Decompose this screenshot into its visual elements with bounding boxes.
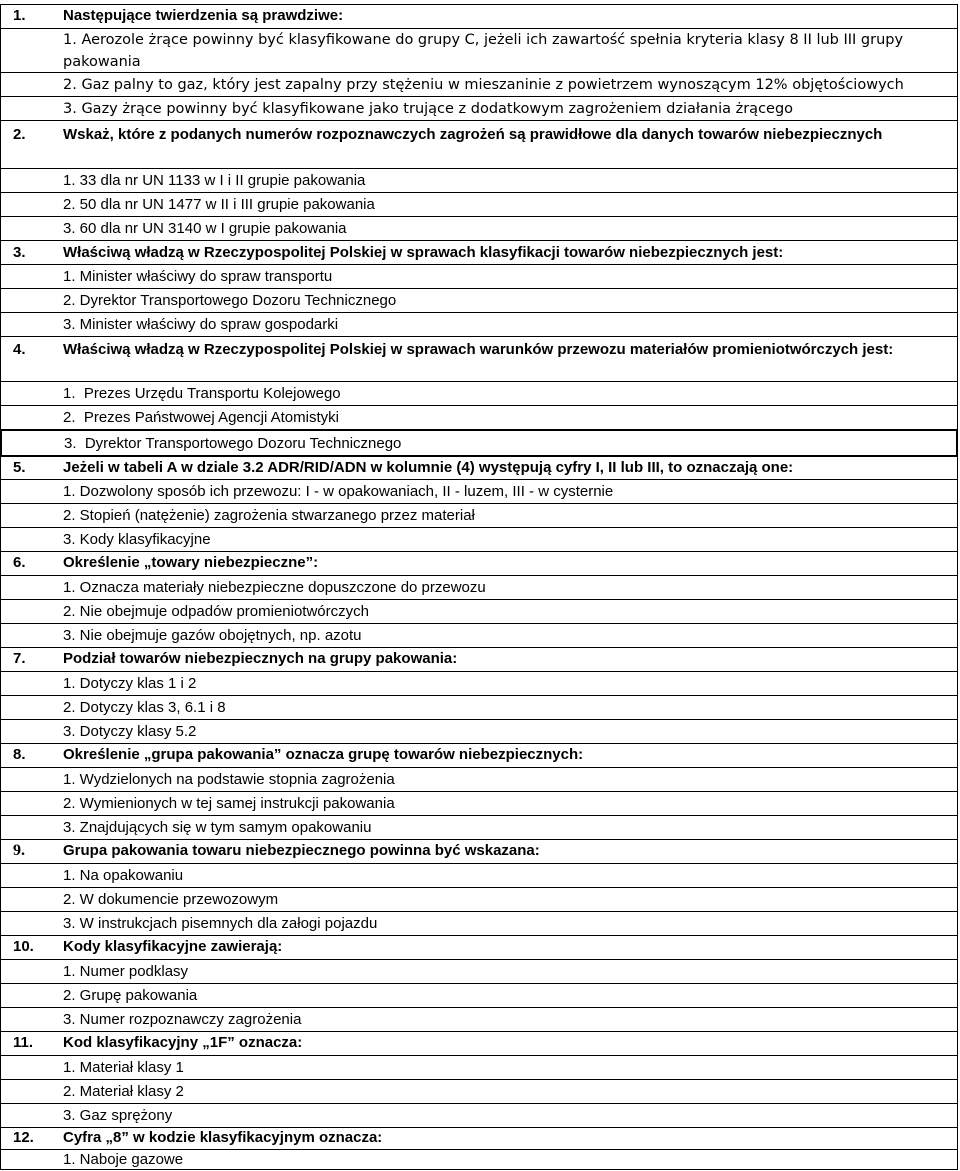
answer-row bbox=[0, 671, 958, 695]
question-number: 9. bbox=[13, 842, 25, 859]
answer-row bbox=[0, 623, 958, 647]
answer-row bbox=[0, 983, 958, 1007]
answer-text: 3. Gazy żrące powinny być klasyfikowane jako trujące z dodatkowym zagrożeniem działania żrącego bbox=[63, 101, 794, 117]
answer-row bbox=[0, 791, 958, 815]
question-row bbox=[0, 743, 958, 767]
answer-row bbox=[0, 863, 958, 887]
answer-text: 1. Materiał klasy 1 bbox=[63, 1059, 184, 1076]
answer-text: 2. Grupę pakowania bbox=[63, 987, 198, 1004]
question-number: 5. bbox=[13, 459, 26, 476]
question-text: Wskaż, które z podanych numerów rozpoznawczych zagrożeń są prawidłowe dla danych towarów niebezpiecznych bbox=[63, 126, 883, 143]
question-number: 3. bbox=[13, 244, 26, 261]
answer-row bbox=[0, 1079, 958, 1103]
answer-text: 2. 50 dla nr UN 1477 w II i III grupie pakowania bbox=[63, 196, 375, 213]
answer-row bbox=[0, 1055, 958, 1079]
answer-text: 3. Numer rozpoznawczy zagrożenia bbox=[63, 1011, 302, 1028]
question-text: Podział towarów niebezpiecznych na grupy pakowania: bbox=[63, 650, 458, 667]
question-number: 11. bbox=[13, 1034, 34, 1051]
answer-row bbox=[0, 599, 958, 623]
question-number: 10. bbox=[13, 938, 34, 955]
question-row bbox=[0, 120, 958, 168]
answer-row bbox=[0, 719, 958, 743]
answer-text: 1. 33 dla nr UN 1133 w I i II grupie pakowania bbox=[63, 172, 366, 189]
answer-row bbox=[0, 767, 958, 791]
answer-row bbox=[0, 264, 958, 288]
answer-text: 1. Numer podklasy bbox=[63, 963, 189, 980]
answer-text: 3. Dotyczy klasy 5.2 bbox=[63, 723, 197, 740]
answer-row bbox=[0, 72, 958, 96]
answer-text: 3. Gaz sprężony bbox=[63, 1107, 173, 1124]
answer-row bbox=[0, 312, 958, 336]
question-text: Cyfra „8” w kodzie klasyfikacyjnym oznacza: bbox=[63, 1129, 383, 1146]
question-row bbox=[0, 4, 958, 28]
question-row bbox=[0, 455, 958, 479]
answer-row bbox=[0, 405, 958, 429]
question-text: Właściwą władzą w Rzeczypospolitej Polskiej w sprawach klasyfikacji towarów niebezpiecznych jest: bbox=[63, 244, 784, 261]
question-number: 12. bbox=[13, 1129, 34, 1146]
question-text: Jeżeli w tabeli A w dziale 3.2 ADR/RID/ADN w kolumnie (4) występują cyfry I, II lub III, to oznaczają one: bbox=[63, 459, 794, 476]
answer-row bbox=[0, 575, 958, 599]
answer-text: 3. Nie obejmuje gazów obojętnych, np. azotu bbox=[63, 627, 362, 644]
answer-row bbox=[0, 503, 958, 527]
question-text: Grupa pakowania towaru niebezpiecznego powinna być wskazana: bbox=[63, 842, 540, 859]
answer-text: 1. Naboje gazowe bbox=[63, 1151, 184, 1168]
answer-row bbox=[0, 911, 958, 935]
question-text: Określenie „towary niebezpieczne”: bbox=[63, 554, 319, 571]
question-number: 1. bbox=[13, 7, 26, 24]
answer-row bbox=[0, 381, 958, 405]
question-number: 2. bbox=[13, 126, 26, 143]
answer-row bbox=[0, 96, 958, 120]
answer-text: 2. Wymienionych w tej samej instrukcji pakowania bbox=[63, 795, 395, 812]
answer-row bbox=[0, 192, 958, 216]
answer-row bbox=[0, 527, 958, 551]
answer-text: 1. Prezes Urzędu Transportu Kolejowego bbox=[63, 385, 341, 402]
answer-row bbox=[0, 1007, 958, 1031]
answer-text: 1. Dozwolony sposób ich przewozu: I - w opakowaniach, II - luzem, III - w cysternie bbox=[63, 483, 614, 500]
question-text: Określenie „grupa pakowania” oznacza grupę towarów niebezpiecznych: bbox=[63, 746, 584, 763]
question-text: Kody klasyfikacyjne zawierają: bbox=[63, 938, 283, 955]
question-row bbox=[0, 240, 958, 264]
answer-text: 1. Dotyczy klas 1 i 2 bbox=[63, 675, 197, 692]
answer-text: 2. Materiał klasy 2 bbox=[63, 1083, 184, 1100]
answer-row bbox=[0, 815, 958, 839]
answer-text: 2. W dokumencie przewozowym bbox=[63, 891, 279, 908]
answer-row bbox=[0, 28, 958, 72]
question-row bbox=[0, 551, 958, 575]
answer-row bbox=[0, 887, 958, 911]
answer-row bbox=[0, 288, 958, 312]
answer-row bbox=[0, 959, 958, 983]
question-text: Właściwą władzą w Rzeczypospolitej Polskiej w sprawach warunków przewozu materiałów promieniotwórczych jest: bbox=[63, 341, 894, 358]
question-text: Kod klasyfikacyjny „1F” oznacza: bbox=[63, 1034, 303, 1051]
answer-text: 3. 60 dla nr UN 3140 w I grupie pakowania bbox=[63, 220, 347, 237]
answer-row bbox=[0, 695, 958, 719]
answer-text: 2. Dyrektor Transportowego Dozoru Technicznego bbox=[63, 292, 397, 309]
answer-text: 2. Prezes Państwowej Agencji Atomistyki bbox=[63, 409, 339, 426]
answer-text: 1. Wydzielonych na podstawie stopnia zagrożenia bbox=[63, 771, 395, 788]
answer-text: 1. Aerozole żrące powinny być klasyfikowane do grupy C, jeżeli ich zawartość spełnia kryteria klasy 8 II lub III grupy pakowania bbox=[63, 32, 904, 70]
answer-text: 3. W instrukcjach pisemnych dla załogi pojazdu bbox=[63, 915, 378, 932]
answer-text: 3. Znajdujących się w tym samym opakowaniu bbox=[63, 819, 372, 836]
answer-text: 2. Stopień (natężenie) zagrożenia stwarzanego przez materiał bbox=[63, 507, 475, 524]
answer-text: 3. Kody klasyfikacyjne bbox=[63, 531, 211, 548]
question-text: Następujące twierdzenia są prawdziwe: bbox=[63, 7, 344, 24]
answer-text: 2. Nie obejmuje odpadów promieniotwórczych bbox=[63, 603, 369, 620]
answer-row bbox=[0, 1103, 958, 1127]
question-number: 7. bbox=[13, 650, 26, 667]
answer-row bbox=[0, 168, 958, 192]
question-number: 8. bbox=[13, 746, 26, 763]
answer-text: 2. Dotyczy klas 3, 6.1 i 8 bbox=[63, 699, 226, 716]
question-number: 6. bbox=[13, 554, 26, 571]
question-row bbox=[0, 336, 958, 381]
answer-text: 1. Minister właściwy do spraw transportu bbox=[63, 268, 333, 285]
question-row bbox=[0, 935, 958, 959]
answer-text: 1. Na opakowaniu bbox=[63, 867, 184, 884]
question-row bbox=[0, 647, 958, 671]
question-number: 4. bbox=[13, 341, 26, 358]
question-row bbox=[0, 839, 958, 863]
answer-text: 1. Oznacza materiały niebezpieczne dopuszczone do przewozu bbox=[63, 579, 486, 596]
answer-row bbox=[0, 429, 958, 455]
answer-row bbox=[0, 216, 958, 240]
answer-text: 3. Minister właściwy do spraw gospodarki bbox=[63, 316, 339, 333]
question-row bbox=[0, 1031, 958, 1055]
answer-row bbox=[0, 479, 958, 503]
answer-text: 3. Dyrektor Transportowego Dozoru Technicznego bbox=[64, 435, 402, 452]
answer-text: 2. Gaz palny to gaz, który jest zapalny przy stężeniu w mieszaninie z powietrzem wynoszącym 12% objętościowych bbox=[63, 77, 904, 93]
answer-row bbox=[0, 1149, 958, 1170]
question-row bbox=[0, 1127, 958, 1149]
